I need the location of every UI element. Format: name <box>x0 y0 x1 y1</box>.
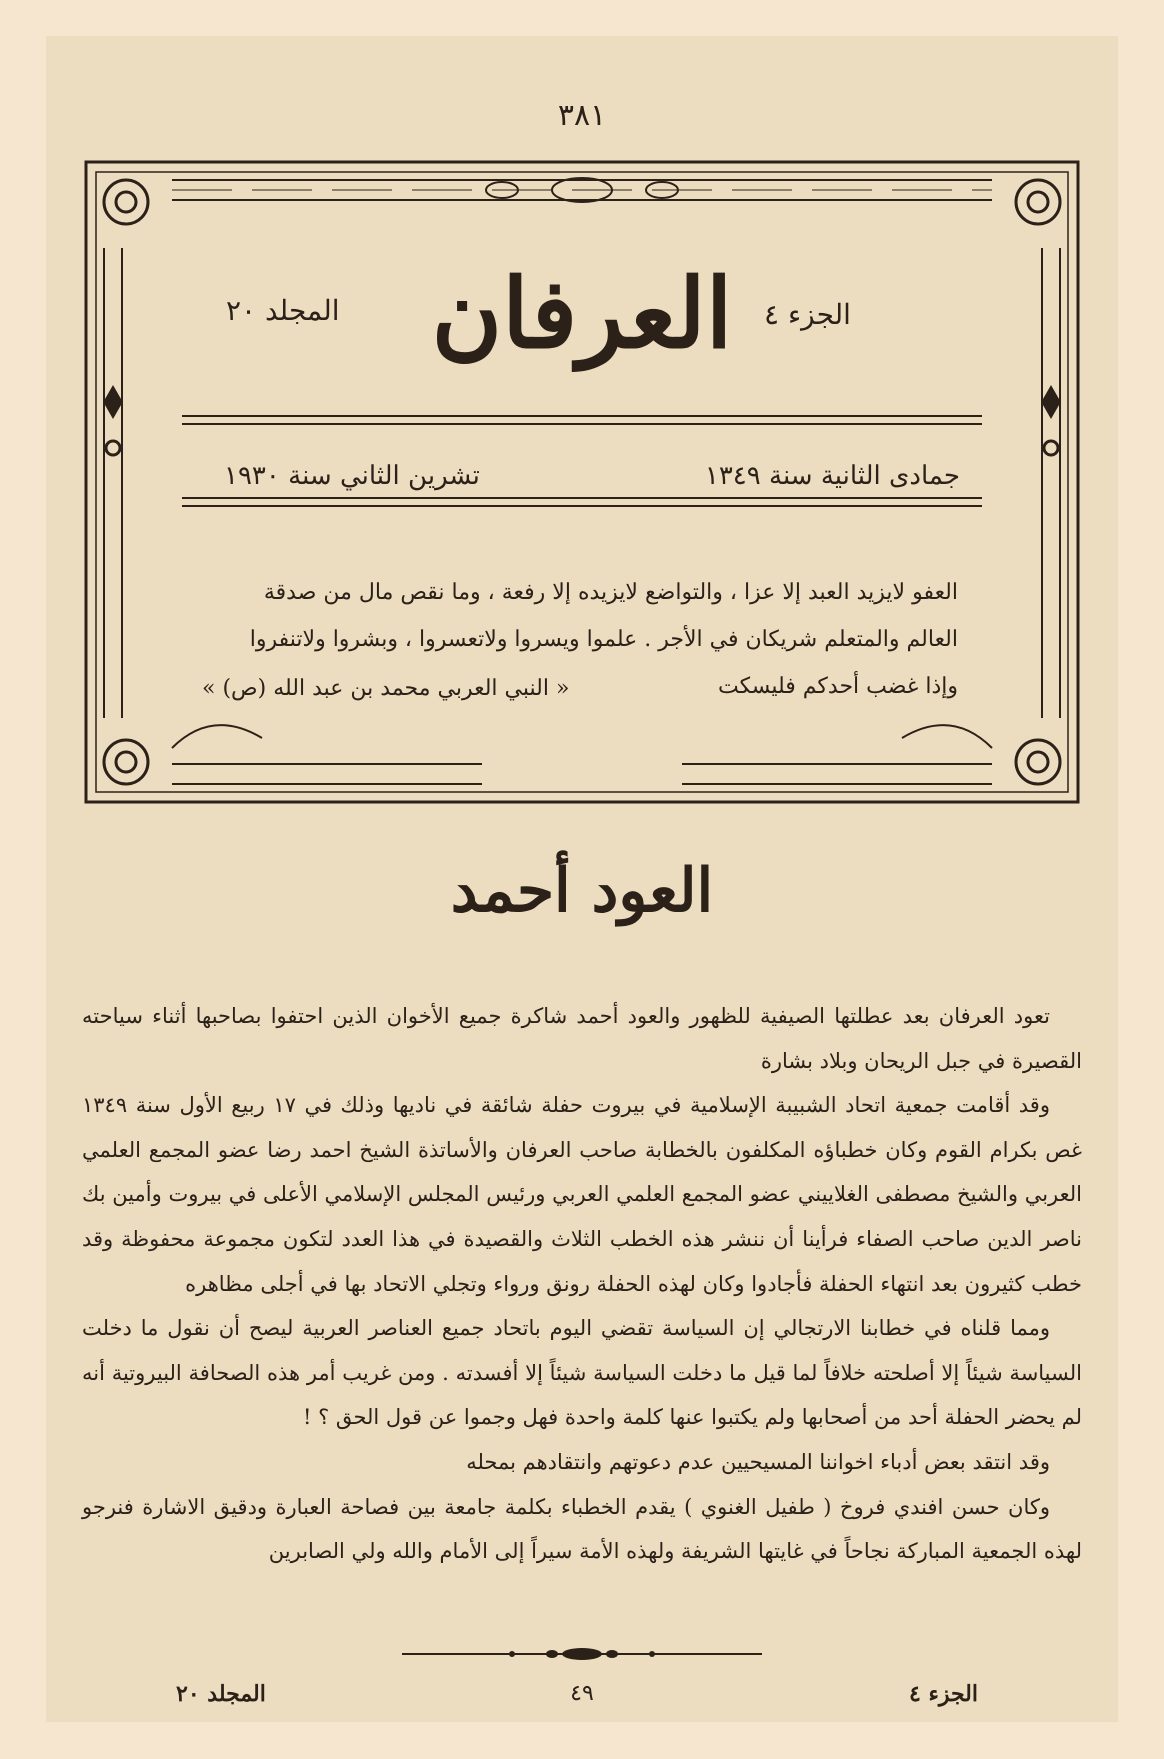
hadith-line: وإذا غضب أحدكم فليسكت <box>717 674 958 699</box>
article-paragraph: ومما قلناه في خطابنا الارتجالي إن السياسة تقضي اليوم باتحاد جميع العناصر العربية ليصح أن نقول ما دخلت السياسة شيئاً إلا أصلحته خلافاً لما قيل ما دخلت السياسة شيئاً إلا أفسدته . ومن غريب أمر هذه الصحافة البيروتية أنه لم يحضر الحفلة أحد من أصحابها ولم يكتبوا عنها كلمة واحدة فهل وجموا عن قول الحق ؟ ! <box>82 1316 1082 1430</box>
gregorian-date: تشرين الثاني سنة ١٩٣٠ <box>224 461 480 491</box>
journal-page <box>46 36 1118 1722</box>
footer-volume: المجلد ٢٠ <box>176 1681 266 1707</box>
section-divider <box>402 1646 762 1662</box>
part-label: الجزء ٤ <box>764 298 851 331</box>
hadith-attribution: « النبي العربي محمد بن عبد الله (ص) » <box>202 676 570 701</box>
footer-page-number: ٤٩ <box>570 1681 594 1706</box>
article-paragraph: وقد انتقد بعض أدباء اخواننا المسيحيين عدم دعوتهم وانتقادهم بمحله <box>466 1449 1050 1474</box>
article-paragraph: وكان حسن افندي فروخ ( طفيل الغنوي ) يقدم الخطباء بكلمة جامعة بين فصاحة العبارة ودقيق الاشارة فنرجو لهذه الجمعية المباركة نجاحاً في غايتها الشريفة ولهذه الأمة سيراً إلى الأمام والله ولي الصابرين <box>82 1494 1082 1564</box>
article-paragraph: وقد أقامت جمعية اتحاد الشبيبة الإسلامية في بيروت حفلة شائقة في ناديها وذلك في ١٧ ربيع الأول سنة ١٣٤٩ غص بكرام القوم وكان خطباؤه المكلفون بالخطابة صاحب العرفان والأساتذة الشيخ احمد رضا عضو المجمع العلمي العربي والشيخ مصطفى الغلاييني عضو المجمع العلمي العربي ورئيس المجلس الإسلامي الأعلى في بيروت وأمين بك ناصر الدين صاحب الصفاء فرأينا أن ننشر هذه الخطب الثلاث والقصيدة في هذا العدد لتكون مجموعة محفوظة وقد خطب كثيرون بعد انتهاء الحفلة فأجادوا وكان لهذه الحفلة رونق ورواء وتجلي الاتحاد بها في أجلى مظاهره <box>82 1093 1082 1296</box>
volume-label: المجلد ٢٠ <box>226 294 340 327</box>
hijri-date: جمادى الثانية سنة ١٣٤٩ <box>704 461 960 491</box>
article-body <box>82 994 1082 1574</box>
article-title: العود أحمد <box>450 856 714 926</box>
article-paragraph: تعود العرفان بعد عطلتها الصيفية للظهور والعود أحمد شاكرة جميع الأخوان الذين احتفوا بصاحبها أثناء سياحته القصيرة في جبل الريحان وبلاد بشارة <box>82 1004 1082 1073</box>
masthead-title: العرفان <box>431 257 733 370</box>
page-number: ٣٨١ <box>557 98 607 133</box>
hadith-line: العالم والمتعلم شريكان في الأجر . علموا ويسروا ولاتعسروا ، وبشروا ولاتنفروا <box>249 627 958 652</box>
footer-part: الجزء ٤ <box>909 1681 978 1707</box>
hadith-line: العفو لايزيد العبد إلا عزا ، والتواضع لايزيده إلا رفعة ، وما نقص مال من صدقة <box>263 580 958 605</box>
